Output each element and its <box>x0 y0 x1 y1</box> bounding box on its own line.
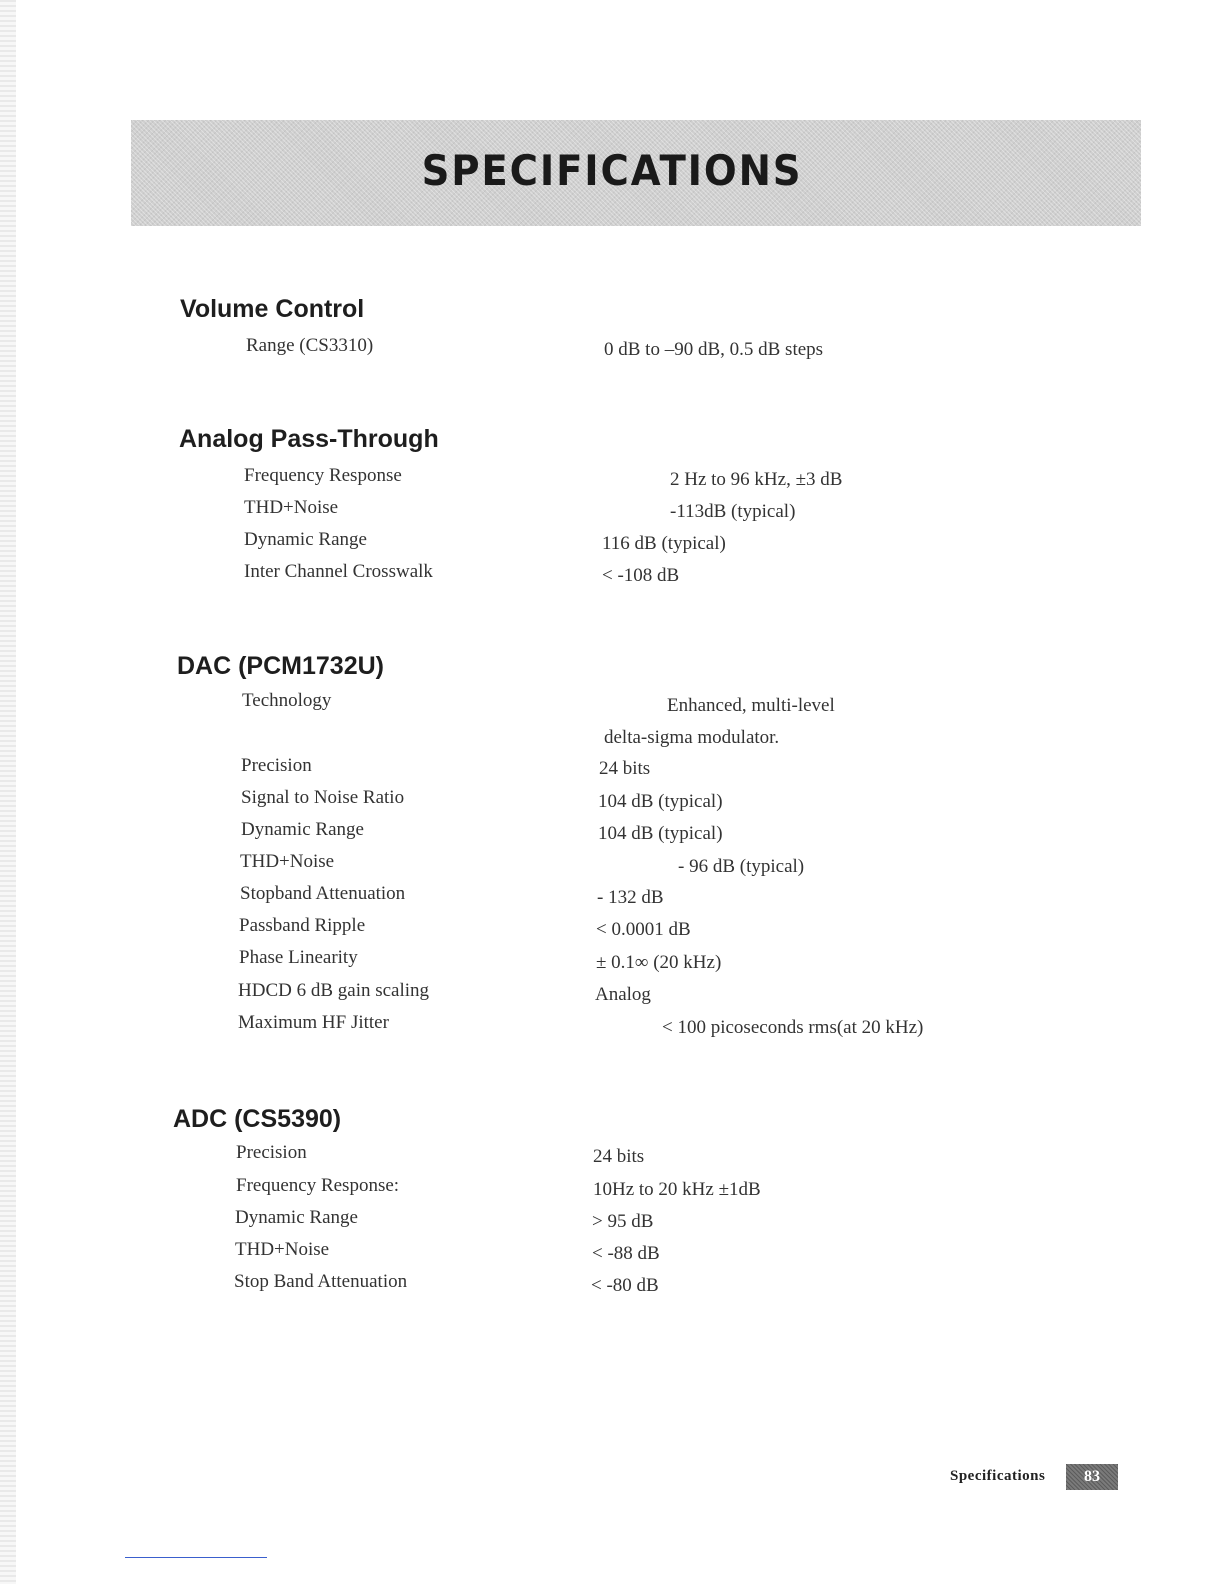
spec-row <box>0 1013 1224 1039</box>
spec-row <box>0 916 1224 942</box>
spec-label: Signal to Noise Ratio <box>241 787 405 808</box>
spec-value: < -88 dB <box>592 1243 660 1264</box>
spec-value: 24 bits <box>599 758 651 779</box>
section-title-volume-control: Volume Control <box>180 295 365 323</box>
spec-value: Analog <box>595 984 651 1005</box>
section-title-adc: ADC (CS5390) <box>173 1105 342 1133</box>
spec-label: Precision <box>241 755 312 776</box>
spec-label: Passband Ripple <box>239 915 366 936</box>
spec-label: Frequency Response <box>244 465 402 486</box>
spec-row <box>0 981 1224 1007</box>
spec-value: < 100 picoseconds rms(at 20 kHz) <box>662 1017 924 1038</box>
spec-row <box>0 788 1224 814</box>
spec-row <box>0 756 1224 782</box>
spec-value: > 95 dB <box>592 1211 654 1232</box>
page-title: SPECIFICATIONS <box>421 146 803 195</box>
spec-value: -113dB (typical) <box>670 501 796 522</box>
spec-value: < 0.0001 dB <box>596 919 691 940</box>
spec-row <box>0 884 1224 910</box>
spec-row <box>0 1143 1224 1169</box>
spec-label: Precision <box>236 1142 307 1163</box>
spec-row <box>0 724 1224 750</box>
spec-label: Frequency Response: <box>236 1175 400 1196</box>
spec-value: 104 dB (typical) <box>598 823 723 844</box>
spec-row <box>0 1272 1224 1298</box>
spec-value: 0 dB to –90 dB, 0.5 dB steps <box>604 339 824 360</box>
spec-row <box>0 1240 1224 1266</box>
spec-row <box>0 948 1224 974</box>
spec-value: ± 0.1∞ (20 kHz) <box>596 952 722 973</box>
spec-label: THD+Noise <box>240 851 335 872</box>
spec-row <box>0 336 1224 362</box>
spec-value: Enhanced, multi-level <box>667 695 835 716</box>
spec-row <box>0 562 1224 588</box>
spec-label: Dynamic Range <box>235 1207 358 1228</box>
spec-row <box>0 820 1224 846</box>
spec-row <box>0 1176 1224 1202</box>
spec-value: 104 dB (typical) <box>598 791 723 812</box>
spec-label: Stop Band Attenuation <box>234 1271 408 1292</box>
spec-label: Phase Linearity <box>239 947 358 968</box>
spec-label: Maximum HF Jitter <box>238 1012 389 1033</box>
spec-value: - 96 dB (typical) <box>678 856 805 877</box>
spec-row <box>0 852 1224 878</box>
spec-row <box>0 466 1224 492</box>
spec-value: - 132 dB <box>597 887 664 908</box>
page-number: 83 <box>1084 1468 1100 1485</box>
spec-value: 2 Hz to 96 kHz, ±3 dB <box>670 469 843 490</box>
spec-row <box>0 691 1224 717</box>
footer-section-label: Specifications <box>950 1468 1046 1484</box>
spec-label: Dynamic Range <box>244 529 367 550</box>
spec-value: delta-sigma modulator. <box>604 727 780 748</box>
spec-value: < -80 dB <box>591 1275 659 1296</box>
spec-label: Range (CS3310) <box>246 335 374 356</box>
spec-label: HDCD 6 dB gain scaling <box>238 980 430 1001</box>
spec-label: Dynamic Range <box>241 819 364 840</box>
spec-value: 10Hz to 20 kHz ±1dB <box>593 1179 761 1200</box>
bottom-rule <box>125 1557 267 1558</box>
spec-label: Stopband Attenuation <box>240 883 406 904</box>
section-title-analog-pass-through: Analog Pass-Through <box>179 425 439 453</box>
page-number-box <box>1066 1464 1118 1490</box>
spec-row <box>0 1208 1224 1234</box>
spec-row <box>0 530 1224 556</box>
section-title-dac: DAC (PCM1732U) <box>177 652 384 680</box>
spec-label: THD+Noise <box>244 497 339 518</box>
spec-label: THD+Noise <box>235 1239 330 1260</box>
spec-row <box>0 498 1224 524</box>
spec-value: 24 bits <box>593 1146 645 1167</box>
spec-label: Technology <box>242 690 332 711</box>
spec-value: < -108 dB <box>602 565 680 586</box>
spec-value: 116 dB (typical) <box>602 533 726 554</box>
spec-label: Inter Channel Crosswalk <box>244 561 433 582</box>
